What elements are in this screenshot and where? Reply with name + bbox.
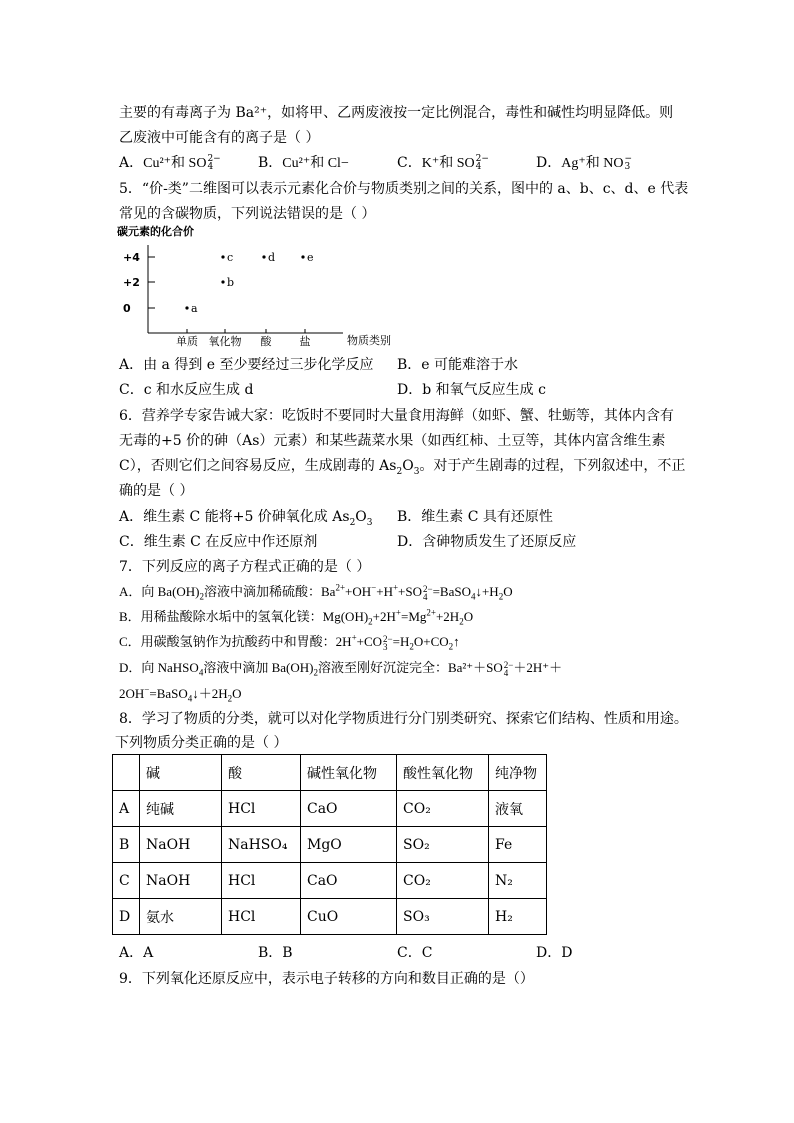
- chart-point-a: [185, 306, 188, 309]
- q7-option-a: A．向 $Ba(OH)_2$溶液中滴加稀硫酸：$Ba^{2+}+OH^-+H^++SO$ 2− 4 $=BaSO_4↓+H_2O$: [119, 582, 513, 603]
- q5-option-a: A．由 a 得到 e 至少要经过三步化学反应: [119, 357, 374, 373]
- table-header-cell: 碱: [140, 755, 222, 791]
- chart-point-c: [221, 255, 224, 258]
- chart-point-label: c: [227, 251, 234, 264]
- chart-y-tick-label: +4: [123, 251, 140, 264]
- chart-y-tick-label: 0: [123, 302, 131, 315]
- q6-option-c: C．维生素 C 在反应中作还原剂: [119, 534, 318, 550]
- intro-line-2: 乙废液中可能含有的离子是（ ）: [119, 130, 320, 146]
- q5-option-d: D．b 和氧气反应生成 c: [397, 382, 546, 398]
- valence-category-chart: [115, 220, 405, 352]
- table-header-cell: 酸性氧化物: [397, 755, 489, 791]
- intro-option-d: D．Ag⁺和 NO − 3: [536, 154, 633, 172]
- table-header-cell: 碱性氧化物: [301, 755, 397, 791]
- chart-point-b: [221, 280, 224, 283]
- q6-option-a: A．维生素 C 能将+5 价砷氧化成 $As_2O_3$: [119, 509, 373, 528]
- q8-option-a: A．A: [119, 945, 154, 961]
- intro-option-a: A．Cu²⁺和 SO 2− 4: [119, 154, 221, 172]
- table-cell: 纯碱: [140, 791, 222, 827]
- table-cell: 氨水: [140, 899, 222, 935]
- table-row: [113, 827, 547, 863]
- q8-stem-line-2: 下列物质分类正确的是（ ）: [115, 735, 288, 751]
- q5-option-c: C．c 和水反应生成 d: [119, 382, 254, 398]
- table-row: [113, 791, 547, 827]
- chart-point-e: [301, 255, 304, 258]
- table-cell: CO₂: [397, 791, 489, 827]
- intro-line-1: 主要的有毒离子为 Ba²⁺，如将甲、乙两废液按一定比例混合，毒性和碱性均明显降低。则: [119, 105, 674, 121]
- table-row: [113, 863, 547, 899]
- q7-option-d-continued: $2OH^-=BaSO_4↓+2H_2O$: [119, 684, 242, 704]
- chart-x-tick-label: 氧化物: [208, 335, 242, 348]
- q6-option-b: B．维生素 C 具有还原性: [397, 509, 553, 525]
- intro-option-c: C．K⁺和 SO 2− 4: [397, 154, 489, 172]
- chart-x-tick-label: 盐: [299, 335, 311, 348]
- q7-option-d: D．向 NaHSO$_4$溶液中滴加 $Ba(OH)_2$溶液至刚好沉淀完全：Ba²⁺＋SO 2− 4 ＋2H⁺＋: [119, 660, 563, 679]
- table-cell: NaOH: [140, 863, 222, 899]
- q8-option-c: C．C: [397, 945, 433, 961]
- q6-stem-line-1: 6．营养学专家告诫大家：吃饭时不要同时大量食用海鲜（如虾、蟹、牡蛎等，其体内含有: [119, 408, 674, 424]
- table-cell: A: [113, 791, 140, 827]
- table-row: [113, 899, 547, 935]
- table-header-cell: 纯净物: [489, 755, 547, 791]
- chart-point-d: [262, 255, 265, 258]
- table-cell: HCl: [222, 899, 301, 935]
- chart-x-tick-label: 单质: [176, 335, 198, 348]
- q8-option-b: B．B: [258, 945, 293, 961]
- q9-stem: 9．下列氧化还原反应中，表示电子转移的方向和数目正确的是（）: [119, 971, 534, 987]
- intro-option-b: B．Cu²⁺和 Cl−: [258, 155, 349, 171]
- table-cell: H₂: [489, 899, 547, 935]
- table-header-row: [113, 755, 547, 791]
- table-cell: NaHSO₄: [222, 827, 301, 863]
- classification-table: [112, 754, 547, 935]
- table-cell: CaO: [301, 791, 397, 827]
- table-cell: HCl: [222, 791, 301, 827]
- table-header-cell: 酸: [222, 755, 301, 791]
- table-cell: MgO: [301, 827, 397, 863]
- q7-option-c: C．用碳酸氢钠作为抗酸药中和胃酸：2H++CO 2− 3 $=H_2O+CO_2↑$: [119, 632, 460, 653]
- q6-stem-line-4: 确的是（ ）: [119, 483, 194, 499]
- chart-point-label: e: [307, 251, 314, 264]
- chart-point-label: d: [268, 251, 276, 264]
- chart-point-label: b: [227, 276, 235, 289]
- q5-option-b: B．e 可能难溶于水: [397, 357, 519, 373]
- table-cell: Fe: [489, 827, 547, 863]
- table-header-cell: [113, 755, 140, 791]
- chart-x-label: 物质类别: [347, 334, 391, 347]
- table-cell: D: [113, 899, 140, 935]
- chart-point-label: a: [191, 302, 198, 315]
- table-cell: C: [113, 863, 140, 899]
- chart-x-tick-label: 酸: [260, 335, 272, 348]
- table-cell: CaO: [301, 863, 397, 899]
- q5-stem-line-2: 常见的含碳物质，下列说法错误的是（ ）: [119, 206, 376, 222]
- chart-y-tick-label: +2: [123, 276, 140, 289]
- table-cell: 液氧: [489, 791, 547, 827]
- q8-option-d: D．D: [536, 945, 573, 961]
- q6-stem-line-2: 无毒的+5 价的砷（As）元素）和某些蔬菜水果（如西红柿、土豆等，其体内富含维生素: [119, 433, 666, 449]
- table-cell: NaOH: [140, 827, 222, 863]
- table-cell: CuO: [301, 899, 397, 935]
- table-cell: B: [113, 827, 140, 863]
- q8-stem-line-1: 8．学习了物质的分类，就可以对化学物质进行分门别类研究、探索它们结构、性质和用途。: [119, 711, 688, 727]
- table-cell: HCl: [222, 863, 301, 899]
- chart-y-label: 碳元素的化合价: [117, 225, 194, 238]
- table-cell: SO₃: [397, 899, 489, 935]
- q6-option-d: D．含砷物质发生了还原反应: [397, 534, 577, 550]
- table-cell: N₂: [489, 863, 547, 899]
- q5-stem-line-1: 5．“价-类”二维图可以表示元素化合价与物质类别之间的关系，图中的 a、b、c、d、e 代表: [119, 181, 689, 197]
- q6-stem-line-3: C），否则它们之间容易反应，生成剧毒的 $As_2O_3$。对于产生剧毒的过程，下列叙述中，不正: [119, 458, 686, 477]
- q7-stem: 7．下列反应的离子方程式正确的是（ ）: [119, 559, 371, 575]
- table-cell: CO₂: [397, 863, 489, 899]
- table-cell: SO₂: [397, 827, 489, 863]
- q7-option-b: B．用稀盐酸除水垢中的氢氧化镁：$Mg(OH)_2+2H^+=Mg^{2+}+2H_2O$: [119, 607, 474, 627]
